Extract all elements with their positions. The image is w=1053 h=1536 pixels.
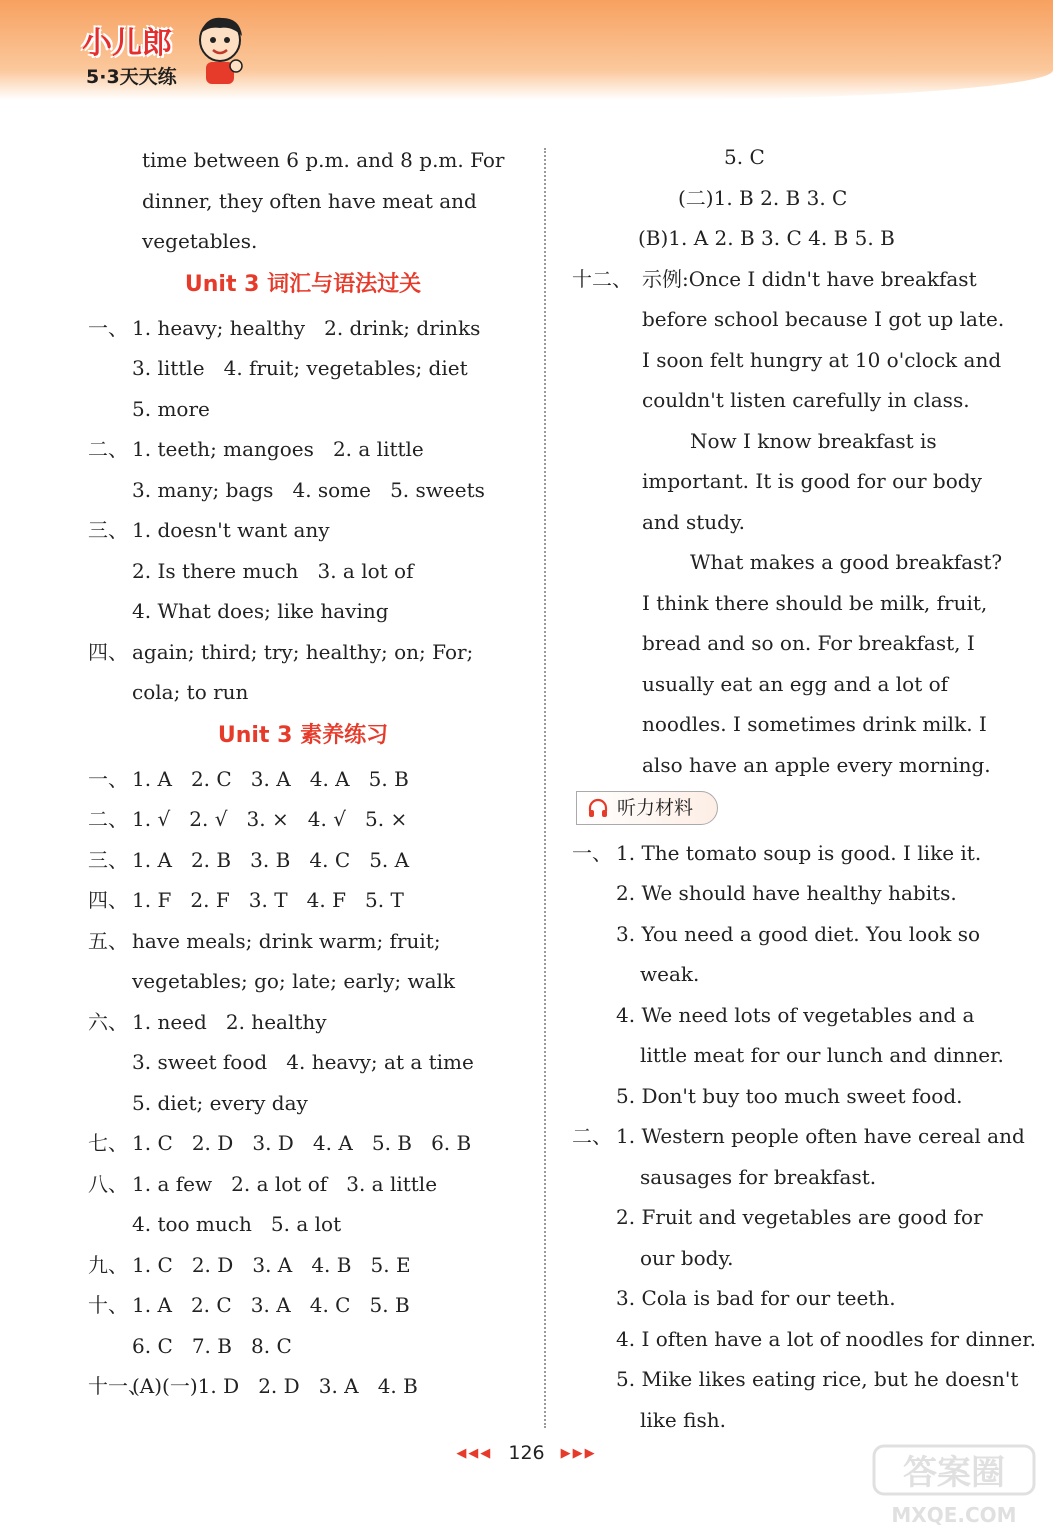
question-number: 二、: [88, 437, 128, 461]
question-number: 四、: [88, 888, 128, 912]
essay-line: [572, 340, 1004, 381]
answer-row: [88, 1002, 518, 1043]
column-divider: [544, 148, 546, 1428]
listening-line: [572, 833, 1004, 874]
listening-line: [572, 1157, 1004, 1198]
answer-text: 4. What does; like having: [132, 599, 389, 623]
question-number: 三、: [88, 847, 128, 872]
answer-text: 1. heavy; healthy 2. drink; drinks: [132, 315, 481, 340]
question-number: 三、: [88, 518, 128, 542]
essay-text: couldn't listen carefully in class.: [642, 388, 970, 412]
answer-row: [88, 921, 518, 962]
listening-line: [572, 1359, 1019, 1400]
unit3-vocab-title: Unit 3 词汇与语法过关: [184, 271, 422, 297]
headphones-icon: [587, 797, 609, 819]
essay-text: usually eat an egg and a lot of: [642, 671, 949, 696]
answer-text: 6. C 7. B 8. C: [132, 1333, 292, 1358]
unit3-practice-title: Unit 3 素养练习: [217, 722, 389, 748]
answer-text: 3. sweet food 4. heavy; at a time: [132, 1050, 474, 1074]
listening-line: [572, 1400, 1004, 1441]
question-number: 六、: [88, 1009, 128, 1034]
question-number: 二、: [572, 1124, 612, 1148]
essay-text: also have an apple every morning.: [642, 752, 991, 777]
answer-row: [88, 389, 518, 430]
answer-row: [88, 1204, 518, 1245]
answer-row: [88, 1123, 518, 1164]
listening-text: little meat for our lunch and dinner.: [640, 1043, 1004, 1067]
answer-text: vegetables; go; late; early; walk: [132, 969, 456, 993]
answer-row: [88, 308, 518, 349]
answer-line: (二)1. B 2. B 3. C: [678, 185, 848, 210]
listening-line: [572, 914, 1004, 955]
answer-row: [88, 551, 518, 592]
essay-line: [572, 542, 1004, 583]
answer-text: again; third; try; healthy; on; For;: [132, 639, 474, 664]
listening-text: 1. Western people often have cereal and: [616, 1124, 1025, 1148]
answer-row: [88, 1164, 518, 1205]
answer-row: [88, 591, 518, 632]
answer-text: (A)(一)1. D 2. D 3. A 4. B: [132, 1374, 418, 1398]
listening-line: [572, 1116, 1025, 1157]
listening-text: 2. We should have healthy habits.: [616, 881, 957, 905]
answer-row: [88, 510, 518, 551]
listening-script-list: [572, 833, 1036, 1441]
answer-text: 1. doesn't want any: [132, 518, 330, 542]
logo-title: 小儿郎: [82, 26, 172, 61]
intro-line: time between 6 p.m. and 8 p.m. For: [142, 148, 505, 172]
listening-text: our body.: [640, 1245, 734, 1270]
intro-line: dinner, they often have meat and: [142, 188, 477, 213]
listening-line: [572, 1319, 1036, 1360]
listening-line: [572, 1238, 1004, 1279]
mascot-boy-icon: [192, 14, 248, 88]
answer-row: [88, 672, 518, 713]
listening-line: [572, 873, 1004, 914]
answer-text: 1. √ 2. √ 3. × 4. √ 5. ×: [132, 807, 408, 831]
essay-line: [572, 502, 1004, 543]
listening-line: [572, 1035, 1004, 1076]
answer-row: [88, 799, 518, 840]
right-column: [572, 137, 1036, 1440]
watermark-logo: [870, 1440, 1040, 1530]
left-arrows-icon: ◀◀◀: [456, 1446, 493, 1461]
essay-text: noodles. I sometimes drink milk. I: [642, 712, 987, 736]
answer-text: 3. many; bags 4. some 5. sweets: [132, 477, 485, 502]
answer-row: [88, 961, 518, 1002]
question-number: 八、: [88, 1171, 128, 1196]
essay-line: [572, 583, 1004, 624]
answer-text: 5. more: [132, 396, 210, 421]
question-number: 四、: [88, 639, 128, 664]
listening-line: [572, 1278, 1004, 1319]
answer-row: [88, 1042, 518, 1083]
answer-text: 1. A 2. C 3. A 4. A 5. B: [132, 766, 409, 791]
essay-line: [572, 745, 1004, 786]
answer-line: 5. C: [724, 145, 765, 169]
answer-text: 1. F 2. F 3. T 4. F 5. T: [132, 888, 404, 912]
essay-text: important. It is good for our body: [642, 469, 982, 493]
practice-answer-list: [88, 759, 518, 1407]
essay-text: I think there should be milk, fruit,: [642, 590, 988, 615]
essay-text: 示例:Once I didn't have breakfast: [642, 266, 977, 291]
listening-line: [572, 1197, 1004, 1238]
answer-text: 1. A 2. B 3. B 4. C 5. A: [132, 847, 410, 872]
question-number: 七、: [88, 1131, 128, 1155]
question-number: 一、: [88, 766, 128, 791]
answer-text: cola; to run: [132, 680, 249, 704]
answer-row: [88, 1245, 518, 1286]
question-number: 一、: [88, 315, 128, 340]
svg-text:答案圈: 答案圈: [903, 1453, 1005, 1493]
listening-text: 5. Mike likes eating rice, but he doesn't: [616, 1367, 1019, 1391]
essay-line: [572, 704, 1004, 745]
question-number: 十二、: [572, 266, 632, 291]
answer-text: 1. C 2. D 3. D 4. A 5. B 6. B: [132, 1131, 472, 1155]
listening-line: [572, 1076, 1004, 1117]
listening-text: 2. Fruit and vegetables are good for: [616, 1205, 983, 1229]
answer-text: 4. too much 5. a lot: [132, 1212, 342, 1236]
answer-row: [88, 470, 518, 511]
answer-row: [88, 1285, 518, 1326]
listening-text: 4. We need lots of vegetables and a: [616, 1002, 975, 1027]
essay-line: [572, 664, 1004, 705]
vocab-answer-list: [88, 308, 518, 713]
answer-row: [88, 632, 518, 673]
answer-row: [88, 840, 518, 881]
answer-text: 1. a few 2. a lot of 3. a little: [132, 1171, 438, 1196]
listening-material-tag: [576, 791, 718, 825]
essay-text: What makes a good breakfast?: [690, 550, 1003, 574]
essay-line: [572, 461, 1004, 502]
answer-row: [88, 348, 518, 389]
answer-row: [88, 880, 518, 921]
answer-text: 1. need 2. healthy: [132, 1009, 327, 1034]
answer-text: 1. A 2. C 3. A 4. C 5. B: [132, 1293, 410, 1317]
left-column: [88, 140, 518, 1407]
question-number: 二、: [88, 807, 128, 831]
answer-row: [88, 1326, 518, 1367]
listening-text: 3. You need a good diet. You look so: [616, 921, 981, 946]
logo-subtitle: 5·3天天练: [86, 66, 177, 88]
listening-line: [572, 954, 1004, 995]
essay-line: [572, 259, 1004, 300]
answer-text: 3. little 4. fruit; vegetables; diet: [132, 356, 468, 380]
listening-label: 听力材料: [617, 796, 694, 819]
essay-text: bread and so on. For breakfast, I: [642, 631, 975, 655]
answer-text: 1. teeth; mangoes 2. a little: [132, 437, 424, 461]
answer-text: 2. Is there much 3. a lot of: [132, 558, 414, 583]
question-number: 九、: [88, 1252, 128, 1277]
essay-line: [572, 623, 1004, 664]
answer-text: 5. diet; every day: [132, 1090, 308, 1115]
essay-line: [572, 299, 1004, 340]
listening-text: sausages for breakfast.: [640, 1164, 877, 1189]
listening-text: 5. Don't buy too much sweet food.: [616, 1083, 963, 1108]
answer-text: have meals; drink warm; fruit;: [132, 928, 441, 953]
listening-text: 3. Cola is bad for our teeth.: [616, 1286, 896, 1310]
listening-text: 1. The tomato soup is good. I like it.: [616, 840, 982, 865]
listening-text: like fish.: [640, 1407, 726, 1432]
svg-text:MXQE.COM: MXQE.COM: [891, 1503, 1017, 1527]
question-number: 十一、: [88, 1374, 148, 1398]
essay-line: [572, 380, 1004, 421]
answer-row: [88, 429, 518, 470]
question-number: 五、: [88, 928, 128, 953]
answer-line: (B)1. A 2. B 3. C 4. B 5. B: [638, 226, 895, 250]
essay-text: I soon felt hungry at 10 o'clock and: [642, 347, 1002, 372]
answer-row: [88, 1083, 518, 1124]
intro-line: vegetables.: [142, 229, 258, 253]
essay-line: [572, 421, 1004, 462]
question-number: 一、: [572, 840, 612, 865]
page-number: 126: [508, 1442, 545, 1464]
answer-row: [88, 759, 518, 800]
essay-text: before school because I got up late.: [642, 307, 1005, 331]
answer-text: 1. C 2. D 3. A 4. B 5. E: [132, 1252, 411, 1277]
question-number: 十、: [88, 1293, 128, 1317]
right-arrows-icon: ▶▶▶: [560, 1446, 597, 1461]
essay-text: Now I know breakfast is: [690, 428, 937, 453]
essay-text: and study.: [642, 509, 745, 534]
listening-line: [572, 995, 1004, 1036]
listening-text: weak.: [640, 962, 700, 986]
answer-row: [88, 1366, 518, 1407]
listening-text: 4. I often have a lot of noodles for dinner.: [616, 1326, 1036, 1351]
sample-essay: [572, 259, 1004, 786]
